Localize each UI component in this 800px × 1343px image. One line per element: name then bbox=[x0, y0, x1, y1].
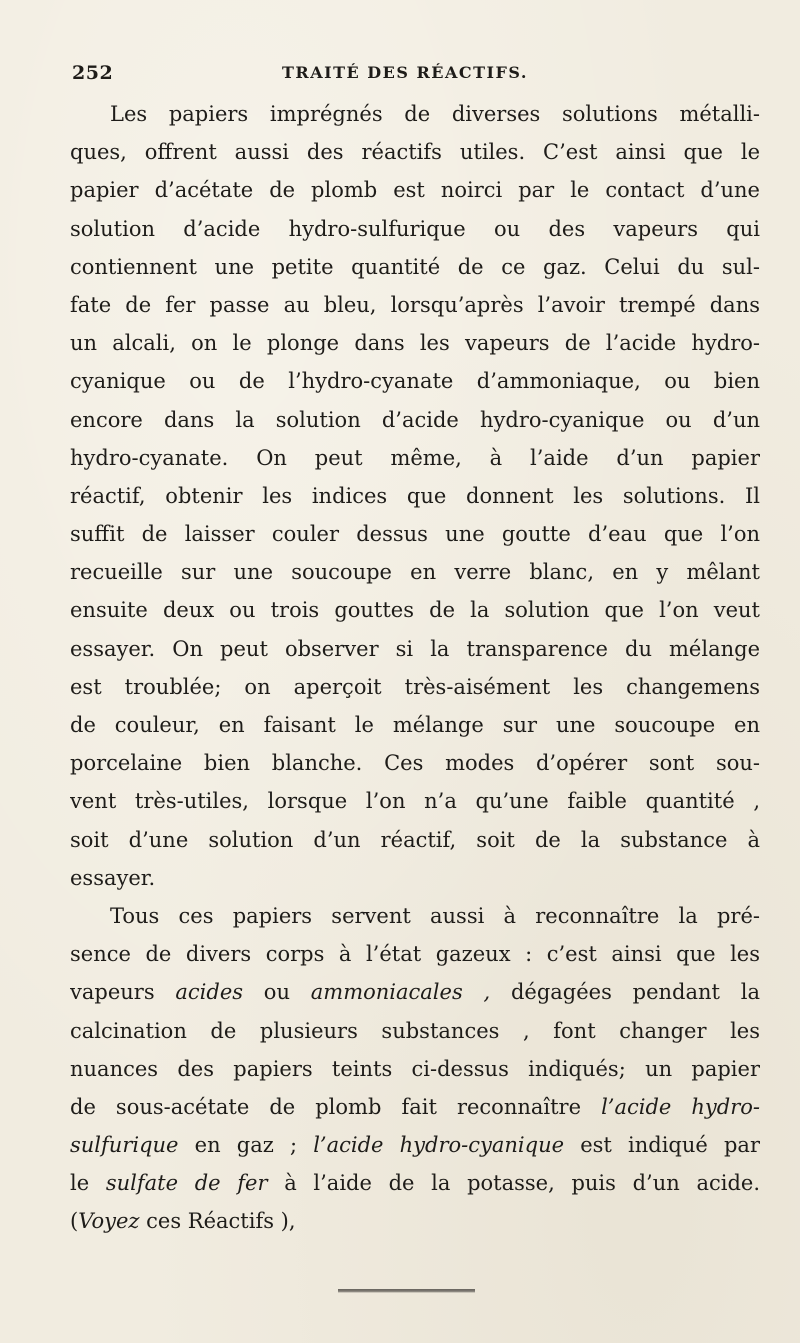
text-line: réactif, obtenir les indices que donnent les solutions. Il bbox=[70, 483, 760, 508]
italic-term: l’acide hydro- bbox=[601, 1094, 760, 1119]
italic-term: ammoniacales , bbox=[310, 980, 491, 1005]
text-line: contiennent une petite quantité de ce gaz. Celui du sul- bbox=[70, 254, 760, 279]
text-line: solution d’acide hydro-sulfurique ou des vapeurs qui bbox=[70, 216, 760, 241]
text-line: essayer. On peut observer si la transparence du mélange bbox=[70, 636, 760, 661]
text-line: suffit de laisser couler dessus une goutte d’eau que l’on bbox=[70, 522, 760, 547]
text-line: sence de divers corps à l’état gazeux : c’est ainsi que les bbox=[70, 942, 760, 967]
text-line: essayer. bbox=[70, 865, 156, 890]
running-title: TRAITÉ DES RÉACTIFS. bbox=[282, 63, 528, 82]
text-line: encore dans la solution d’acide hydro-cyanique ou d’un bbox=[70, 407, 760, 432]
text-line bbox=[70, 1202, 760, 1240]
text-line: est troublée; on aperçoit très-aisément les changemens bbox=[70, 674, 760, 699]
italic-term: acides bbox=[175, 980, 244, 1005]
text-fragment: ou bbox=[243, 980, 311, 1005]
text-line: hydro-cyanate. On peut même, à l’aide d’un papier bbox=[70, 445, 760, 470]
body-text bbox=[70, 95, 760, 1241]
text-line: un alcali, on le plonge dans les vapeurs de l’acide hydro- bbox=[70, 331, 760, 356]
text-fragment: de sous-acétate de plomb fait reconnaître bbox=[70, 1094, 582, 1119]
footer-rule bbox=[338, 1289, 475, 1293]
italic-term: l’acide hydro-cyanique bbox=[313, 1133, 565, 1158]
text-line: de couleur, en faisant le mélange sur une soucoupe en bbox=[70, 713, 760, 737]
text-fragment: dégagées pendant la bbox=[510, 980, 760, 1005]
text-fragment: est indiqué par bbox=[580, 1133, 760, 1158]
text-line: nuances des papiers teints ci-dessus indiqués; un papier bbox=[70, 1056, 760, 1081]
text-line bbox=[70, 1126, 760, 1164]
text-line: Les papiers imprégnés de diverses solutions métalli- bbox=[110, 102, 760, 126]
text-line: vent très-utiles, lorsque l’on n’a qu’une faible quantité , bbox=[70, 789, 760, 814]
text-fragment: ces Réactifs ), bbox=[146, 1209, 296, 1234]
text-line: soit d’une solution d’un réactif, soit de la substance à bbox=[70, 827, 760, 852]
text-line: fate de fer passe au bleu, lorsqu’après l’avoir trempé dans bbox=[70, 292, 760, 317]
italic-term: sulfurique bbox=[70, 1133, 179, 1158]
text-line bbox=[70, 1088, 760, 1126]
text-line: porcelaine bien blanche. Ces modes d’opérer sont sou- bbox=[70, 751, 760, 776]
text-line bbox=[70, 1164, 760, 1202]
page-number: 252 bbox=[72, 62, 114, 84]
text-line: ensuite deux ou trois gouttes de la solution que l’on veut bbox=[70, 598, 760, 623]
text-fragment: vapeurs bbox=[70, 980, 176, 1005]
running-head bbox=[72, 62, 720, 90]
italic-term: sulfate de fer bbox=[105, 1171, 268, 1196]
text-line: cyanique ou de l’hydro-cyanate d’ammoniaque, ou bien bbox=[70, 369, 760, 394]
text-line: ques, offrent aussi des réactifs utiles. C’est ainsi que le bbox=[70, 140, 760, 165]
text-line: recueille sur une soucoupe en verre blanc, en y mêlant bbox=[70, 560, 760, 585]
text-fragment: à l’aide de la potasse, puis d’un acide. bbox=[284, 1171, 760, 1196]
text-line bbox=[70, 973, 760, 1011]
text-line: Tous ces papiers servent aussi à reconnaître la pré- bbox=[110, 903, 760, 928]
text-fragment: en gaz ; bbox=[194, 1133, 298, 1158]
text-line: calcination de plusieurs substances , font changer les bbox=[70, 1018, 760, 1043]
text-fragment: le bbox=[70, 1171, 106, 1196]
italic-term: Voyez bbox=[78, 1209, 140, 1234]
text-line: papier d’acétate de plomb est noirci par le contact d’une bbox=[70, 178, 760, 203]
text-fragment: ( bbox=[70, 1209, 79, 1234]
